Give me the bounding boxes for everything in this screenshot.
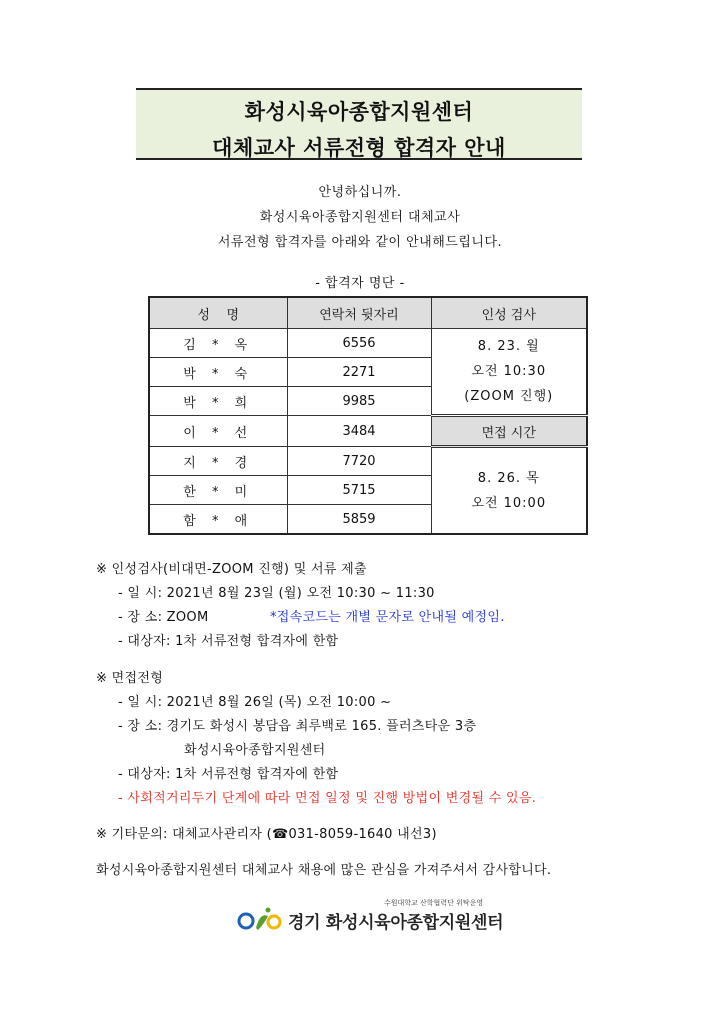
center-logo-icon bbox=[236, 904, 286, 934]
section1-target: - 대상자: 1차 서류전형 합격자에 한함 bbox=[118, 634, 339, 649]
row-phone: 3484 bbox=[287, 416, 431, 447]
interview-schedule bbox=[431, 447, 587, 535]
section1-heading: ※ 인성검사(비대면-ZOOM 진행) 및 서류 제출 bbox=[96, 562, 367, 577]
interview-date: 8. 26. 목 bbox=[477, 470, 540, 486]
row-phone: 2271 bbox=[287, 358, 431, 387]
row-phone: 5859 bbox=[287, 505, 431, 535]
section2-heading: ※ 면접전형 bbox=[96, 671, 164, 686]
roster-table bbox=[148, 296, 588, 535]
row-name: 박 * 숙 bbox=[149, 358, 287, 387]
aptitude-mode: (ZOOM 진행) bbox=[464, 389, 554, 404]
interview-header: 면접 시간 bbox=[431, 416, 587, 447]
row-name: 박 * 희 bbox=[149, 387, 287, 416]
document-title: 화성시육아종합지원센터 bbox=[244, 100, 474, 124]
aptitude-time: 오전 10:30 bbox=[471, 364, 547, 379]
section2-target: - 대상자: 1차 서류전형 합격자에 한함 bbox=[118, 767, 339, 782]
section1-place: - 장 소: ZOOM bbox=[118, 610, 209, 625]
header-name: 성 명 bbox=[149, 297, 287, 329]
row-phone: 9985 bbox=[287, 387, 431, 416]
section1-place-note: *접속코드는 개별 문자로 안내될 예정임. bbox=[270, 610, 505, 625]
header-phone: 연락처 뒷자리 bbox=[287, 297, 431, 329]
row-phone: 5715 bbox=[287, 476, 431, 505]
title-box bbox=[136, 88, 582, 160]
header-aptitude: 인성 검사 bbox=[431, 297, 587, 329]
logo-caption: 수원대학교 산학협력단 위탁운영 bbox=[384, 899, 484, 907]
intro-line: 안녕하십니까. bbox=[318, 185, 402, 200]
interview-time: 오전 10:00 bbox=[471, 495, 547, 511]
document-subtitle: 대체교사 서류전형 합격자 안내 bbox=[212, 136, 506, 160]
section2-place: - 장 소: 경기도 화성시 봉담읍 최루백로 165. 플러츠타운 3층 bbox=[118, 719, 477, 734]
row-name: 지 * 경 bbox=[149, 447, 287, 476]
row-phone: 7720 bbox=[287, 447, 431, 476]
intro-text bbox=[0, 180, 720, 255]
row-phone: 6556 bbox=[287, 329, 431, 358]
contact-info: ※ 기타문의: 대체교사관리자 (☎031-8059-1640 내선3) bbox=[96, 827, 437, 842]
row-name: 함 * 애 bbox=[149, 505, 287, 535]
aptitude-schedule bbox=[431, 329, 587, 416]
list-title: - 합격자 명단 - bbox=[315, 276, 405, 291]
row-name: 이 * 선 bbox=[149, 416, 287, 447]
section1-date: - 일 시: 2021년 8월 23일 (월) 오전 10:30 ~ 11:30 bbox=[118, 586, 435, 601]
row-name: 김 * 옥 bbox=[149, 329, 287, 358]
section2-place2: 화성시육아종합지원센터 bbox=[184, 743, 326, 758]
closing-text: 화성시육아종합지원센터 대체교사 채용에 많은 관심을 가져주셔서 감사합니다. bbox=[96, 863, 552, 878]
intro-line: 서류전형 합격자를 아래와 같이 안내해드립니다. bbox=[217, 235, 503, 250]
row-name: 한 * 미 bbox=[149, 476, 287, 505]
section2-notice: - 사회적거리두기 단계에 따라 면접 일정 및 진행 방법이 변경될 수 있음. bbox=[118, 791, 537, 806]
center-logo-text: 경기 화성시육아종합지원센터 bbox=[288, 913, 504, 933]
aptitude-date: 8. 23. 월 bbox=[477, 339, 540, 354]
section2-date: - 일 시: 2021년 8월 26일 (목) 오전 10:00 ~ bbox=[118, 695, 392, 710]
intro-line: 화성시육아종합지원센터 대체교사 bbox=[259, 210, 461, 225]
